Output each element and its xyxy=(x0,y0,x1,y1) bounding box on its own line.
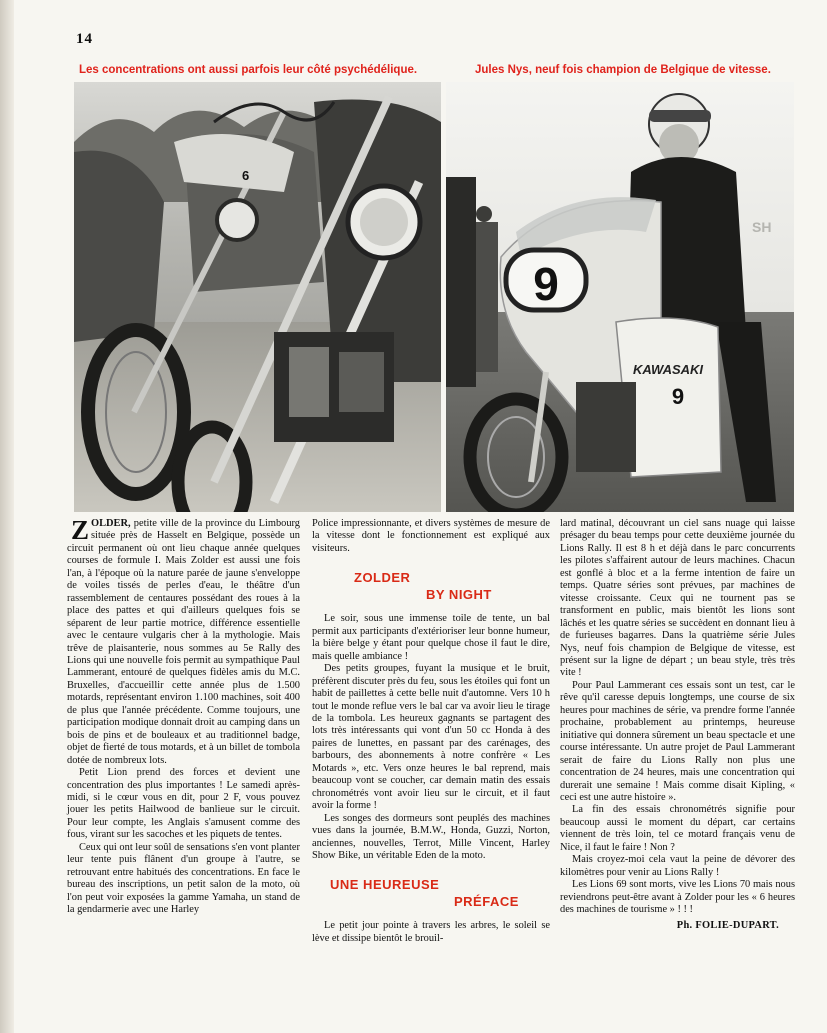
page-spine xyxy=(0,0,14,1033)
paragraph: Ceux qui ont leur soûl de sensations s'en vont planter leur tente puis flânent d'un groupe à l'autre, se retrouvant entre habitués des concentrations. En face le bureau des inscriptions, un petit salon de la moto, où l'on peut voir exposées la gamme Yamaha, un stand de la gendarmerie avec une Harley xyxy=(67,841,300,916)
heading-line: PRÉFACE xyxy=(454,894,519,910)
paragraph: Police impressionnante, et divers systèmes de mesure de la vitesse dont le fonctionnement est expliqué aux visiteurs. xyxy=(312,518,550,554)
paragraph: Des petits groupes, fuyant la musique et le bruit, préfèrent discuter près du feu, sous les étoiles qui font un habit de paillettes à cette belle nuit d'automne. Vers 10 h tout le monde reflue vers le bal car va avoir lieu le tirage de la tombola. Les heureux gagnants se partagent des lots très intéressants qui vont d'un 50 cc Honda à des paires de lunettes, en passant par des carénages, des barbours, des abonnements à notre confrère « Les Motards », etc. Vers onze heures le bal reprend, mais beaucoup vont se coucher, car demain matin des essais chronométrés vont avoir lieu sur le circuit, et il faut avoir la forme ! xyxy=(312,663,550,812)
plate-number: 9 xyxy=(533,258,559,310)
paragraph: Les songes des dormeurs sont peuplés des machines vues dans la journée, B.M.W., Honda, Guzzi, Norton, anciennes, nouvelles, Terrot, Mille Vincent, Harley Show Bike, un véritable Eden de la moto. xyxy=(312,812,550,861)
paragraph: Les Lions 69 sont morts, vive les Lions 70 mais nous reviendrons peut-être avant à Zolder pour les « 6 heures des machines de tourisme » ! ! ! xyxy=(560,879,795,916)
photo-jules-nys xyxy=(446,82,794,512)
fairing-number: 9 xyxy=(671,384,685,409)
heading-line: ZOLDER xyxy=(354,570,411,586)
article-column-3 xyxy=(560,518,795,932)
caption-right: Jules Nys, neuf fois champion de Belgique de vitesse. xyxy=(475,64,771,76)
fairing-brand: KAWASAKI xyxy=(632,362,704,377)
paragraph: Le petit jour pointe à travers les arbres, le soleil se lève et dissipe bientôt le brouil- xyxy=(312,920,550,944)
article-column-1 xyxy=(67,515,300,917)
background-sign: SH xyxy=(752,219,772,235)
paragraph: Mais croyez-moi cela vaut la peine de dévorer des kilomètres pour venir au Lions Rally ! xyxy=(560,854,795,878)
article-column-2 xyxy=(312,518,550,945)
section-heading-zolder-by-night xyxy=(312,569,550,603)
chopper-photo-illustration xyxy=(74,82,441,512)
paragraph: Le soir, sous une immense toile de tente, un bal permit aux participants d'extérioriser leur bonne humeur, la bière belge y étant pour quelque chose il faut le dire, mais quelle ambiance ! xyxy=(312,613,550,662)
caption-left: Les concentrations ont aussi parfois leur côté psychédélique. xyxy=(79,64,418,76)
page-number: 14 xyxy=(76,31,93,47)
photo-choppers xyxy=(74,82,441,512)
drop-cap: Z xyxy=(71,515,90,545)
paragraph: Pour Paul Lammerant ces essais sont un test, car le rêve qu'il caresse depuis longtemps, une course de six heures pour machines de série, va prendre forme l'année prochaine, probablement au printemps, heureuse initiative qui donnera sûrement un beau spectacle et une course intéressante. Un autre projet de Paul Lammerant serait de faire du Lions Rally non plus une concentration de 24 heures, mais une concentration qui durerait une semaine ! Mais comme disait Kipling, « ceci est une autre histoire ». xyxy=(560,679,795,803)
kawasaki-photo-illustration xyxy=(446,82,794,512)
paragraph: La fin des essais chronométrés signifie pour beaucoup aussi le moment du départ, car certains viennent de très loin, tel ce motard français venu de Nice, il faut le faire ! Non ? xyxy=(560,804,795,853)
svg-text:6: 6 xyxy=(242,168,250,183)
paragraph-intro xyxy=(67,515,300,767)
paragraph: lard matinal, découvrant un ciel sans nuage qui laisse présager du beau temps pour cette deuxième journée du Lions Rally. Il est 8 h et déjà dans le parc concurrents les pilotes s'affairent autour de leurs machines. Chacun est gonflé à bloc et a la ferme intention de faire un temps. Quatre séries sont prévues, par machines de vitesse croissante. Ceux qui ne tournent pas se transforment en public, mais bientôt les lions sont lâchés et les quatre séries se succèdent en donnant lieu à de furieuses bagarres. Dans la quatrième série Jules Nys, neuf fois champion de Belgique de vitesse, est présent sur la ligne de départ ; un beau style, très très vite ! xyxy=(560,518,795,679)
author-signature: Ph. FOLIE-DUPART. xyxy=(676,919,779,931)
lead-word: OLDER, xyxy=(91,518,131,529)
heading-line: BY NIGHT xyxy=(426,587,492,603)
section-heading-une-heureuse-preface xyxy=(312,876,550,910)
paragraph: Petit Lion prend des forces et devient une concentration des plus importantes ! Le samedi après-midi, si le cœur vous en dit, pour 2 F, vous pouvez jouer les petits Hailwood de banlieue sur le circuit. Pour leur compte, les Anglais s'amusent comme des fous, virant sur les sacoches et les piquets de tentes. xyxy=(67,767,300,841)
paragraph-intro-text: petite ville de la province du Limbourg située près de Hasselt en Belgique, possède un circuit permanent où ont lieu chaque année quelques courses de formule I. Mais Zolder est aussi une fois l'an, à l'époque où la nature parée de jaune s'enveloppe de voiles tissés de perles d'eau, le théâtre d'un rassemblement de centaures possédant des roues à la place des pattes et qui d'ailleurs quelques fois se séparent de leur partie motrice, différence essentielle avec le centaure vulgaris cher à la mythologie. Mais trêve de plaisanterie, nous sommes au 5e Rally des Lions qui une nouvelle fois permit au sympathique Paul Lammerant, entouré de quelques fidèles amis du M.C. Bruxelles, d'accueillir cette année plus de 1.500 motards, représentant environ 1.100 machines, soit 400 de plus que l'année précédente. Comme toujours, une participation modique donnait droit au camping dans un bois de pins et de bouleaux et au traditionnel badge, objet de fierté de tous motards, et à un billet de tombola dotée de nombreux lots. xyxy=(67,518,300,766)
heading-line: UNE HEUREUSE xyxy=(330,877,440,893)
